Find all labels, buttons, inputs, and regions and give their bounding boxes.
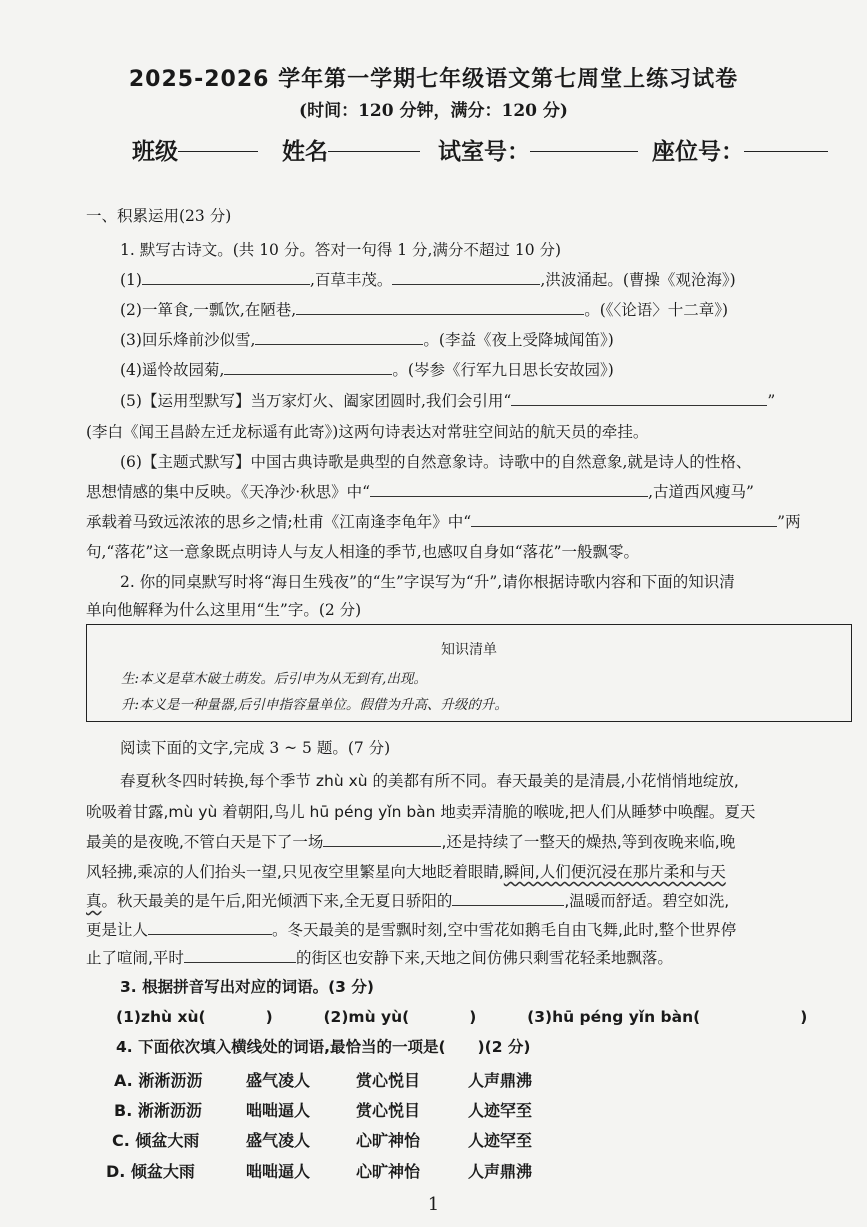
class-label: 班级 xyxy=(132,139,178,165)
page-number: 1 xyxy=(427,1194,440,1215)
passage-line5 xyxy=(86,889,729,911)
q1-item2 xyxy=(120,300,845,320)
q4-option-b-w3: 赏心悦目 xyxy=(356,1101,421,1120)
knowledge-box-line-sheng: 生:本义是草木破土萌发。后引申为从无到有,出现。 xyxy=(121,671,427,687)
q1-item1-text1: ,百草丰茂。 xyxy=(309,271,393,289)
passage-line3-text1: 最美的是夜晚,不管白天是下了一场 xyxy=(86,833,324,851)
passage-line6 xyxy=(86,918,736,940)
q3-item1-label: (1)zhù xù( xyxy=(116,1008,206,1026)
q1-item6-line4: 句,“落花”这一意象既点明诗人与友人相逢的季节,也感叹自身如“落花”一般飘零。 xyxy=(86,543,640,561)
q1-item4 xyxy=(120,360,845,380)
q4-option-a-w3: 赏心悦目 xyxy=(356,1071,421,1090)
knowledge-box xyxy=(86,624,852,722)
passage-line7 xyxy=(86,946,673,968)
q1-item5-text2: ” xyxy=(767,392,776,410)
class-field[interactable] xyxy=(132,133,178,166)
q1-item1-blank2[interactable] xyxy=(392,270,540,285)
q4-option-c-w2: 盛气凌人 xyxy=(246,1131,311,1150)
q4-option-c-w3: 心旷神怡 xyxy=(356,1131,421,1150)
q1-item1-blank1[interactable] xyxy=(142,270,310,285)
q3-stem: 3. 根据拼音写出对应的词语。(3 分) xyxy=(120,978,374,996)
q1-item6-line3 xyxy=(86,512,845,532)
q3-item2-label: (2)mù yù( xyxy=(323,1008,410,1026)
q4-stem-text: 4. 下面依次填入横线处的词语,最恰当的一项是( xyxy=(116,1038,446,1056)
q1-item6-text2: ,古道西风瘦马” xyxy=(648,483,754,501)
room-field[interactable] xyxy=(438,133,530,166)
q4-option-b-w2: 咄咄逼人 xyxy=(246,1101,311,1120)
q1-item4-text2: 。(岑参《行军九日思长安故园》) xyxy=(392,361,614,379)
q4-option-d-w4: 人声鼎沸 xyxy=(468,1162,533,1181)
seat-field[interactable] xyxy=(652,133,744,166)
passage-wavy-end: 真 xyxy=(86,892,102,910)
knowledge-box-line-sheng2: 升:本义是一种量器,后引申指容量单位。假借为升高、升级的升。 xyxy=(121,697,508,713)
q3-item2-close: ) xyxy=(469,1008,477,1026)
passage-line5-text2: ,温暖而舒适。碧空如洗, xyxy=(564,892,730,910)
q1-item6-text1: 思想情感的集中反映。《天净沙·秋思》中“ xyxy=(86,483,371,501)
passage-blank3[interactable] xyxy=(148,920,272,935)
passage-line3-text2: ,还是持续了一整天的燥热,等到夜晚来临,晚 xyxy=(441,833,736,851)
q1-item4-text1: (4)遥怜故园菊, xyxy=(120,361,225,379)
q1-item3-text2: 。(李益《夜上受降城闻笛》) xyxy=(423,331,614,349)
section1-heading: 一、积累运用(23 分) xyxy=(86,207,232,225)
q1-item6-line2 xyxy=(86,482,845,502)
q1-item2-text2: 。(《〈论语〉十二章》) xyxy=(584,301,729,319)
knowledge-box-title: 知识清单 xyxy=(441,642,497,658)
q1-item5-line2: (李白《闻王昌龄左迁龙标遥有此寄》)这两句诗表达对常驻空间站的航天员的牵挂。 xyxy=(86,423,649,441)
q4-stem-close: )(2 分) xyxy=(477,1038,531,1056)
passage-line6-text2: 。冬天最美的是雪飘时刻,空中雪花如鹅毛自由飞舞,此时,整个世界停 xyxy=(272,921,737,939)
exam-subtitle: (时间：120 分钟，满分：120 分) xyxy=(299,101,568,121)
q2-line2: 单向他解释为什么这里用“生”字。(2 分) xyxy=(86,601,362,619)
passage-blank2[interactable] xyxy=(452,891,564,906)
q4-stem xyxy=(116,1037,845,1057)
q4-option-d-w2: 咄咄逼人 xyxy=(246,1162,311,1181)
q2-line1: 2. 你的同桌默写时将“海日生残夜”的“生”字误写为“升”,请你根据诗歌内容和下面的知识清 xyxy=(120,573,735,591)
passage-wavy-sentence: 瞬间,人们便沉浸在那片柔和与天 xyxy=(503,863,726,881)
q4-option-d-w3: 心旷神怡 xyxy=(356,1162,421,1181)
q4-option-b-w4: 人迹罕至 xyxy=(468,1101,533,1120)
q1-item6-blank2[interactable] xyxy=(471,512,777,527)
q4-option-d-label: D. 倾盆大雨 xyxy=(106,1162,195,1181)
name-field[interactable] xyxy=(282,133,328,166)
exam-title: 2025-2026 学年第一学期七年级语文第七周堂上练习试卷 xyxy=(128,67,739,92)
passage-line4-text1: 风轻拂,乘凉的人们抬头一望,只见夜空里繁星向大地眨着眼睛, xyxy=(86,863,504,881)
q3-item3-close: ) xyxy=(800,1008,808,1026)
q1-item3-blank1[interactable] xyxy=(255,330,423,345)
q1-item1-num: (1) xyxy=(120,271,142,289)
q1-item6-text4: ”两 xyxy=(777,513,801,531)
q1-item6-blank1[interactable] xyxy=(370,482,648,497)
q4-option-a-w4: 人声鼎沸 xyxy=(468,1071,533,1090)
q4-option-c-label: C. 倾盆大雨 xyxy=(112,1131,200,1150)
q1-item2-blank1[interactable] xyxy=(296,300,584,315)
passage-line2: 吮吸着甘露,mù yù 着朝阳,鸟儿 hū péng yǐn bàn 地卖弄清脆的喉咙,把人们从睡梦中唤醒。夏天 xyxy=(86,803,756,821)
reading-intro: 阅读下面的文字,完成 3 ~ 5 题。(7 分) xyxy=(120,739,391,757)
q1-item5 xyxy=(120,391,845,411)
q1-item5-text1: (5)【运用型默写】当万家灯火、阖家团圆时,我们会引用“ xyxy=(120,392,512,410)
seat-label: 座位号： xyxy=(652,139,744,165)
passage-line3 xyxy=(86,830,735,852)
passage-line5-text1: 。秋天最美的是午后,阳光倾洒下来,全无夏日骄阳的 xyxy=(101,892,453,910)
q4-option-b-label: B. 淅淅沥沥 xyxy=(114,1101,202,1120)
q4-option-a-label: A. 淅淅沥沥 xyxy=(114,1071,203,1090)
name-label: 姓名 xyxy=(282,139,328,165)
passage-blank4[interactable] xyxy=(184,948,296,963)
q1-item6-text3: 承载着马致远浓浓的思乡之情;杜甫《江南逢李龟年》中“ xyxy=(86,513,472,531)
passage-line4 xyxy=(86,860,726,882)
passage-line7-text1: 止了喧闹,平时 xyxy=(86,949,184,967)
q3-item3-label: (3)hū péng yǐn bàn( xyxy=(527,1008,701,1026)
q1-item1 xyxy=(120,270,845,290)
room-label: 试室号： xyxy=(438,139,530,165)
q3-item1-close: ) xyxy=(265,1008,273,1026)
passage-line7-text2: 的街区也安静下来,天地之间仿佛只剩雪花轻柔地飘落。 xyxy=(295,949,673,967)
passage-blank1[interactable] xyxy=(323,832,441,847)
q4-option-c-w4: 人迹罕至 xyxy=(468,1131,533,1150)
q1-item3-text1: (3)回乐烽前沙似雪, xyxy=(120,331,256,349)
q1-item5-blank1[interactable] xyxy=(511,391,767,406)
passage-line6-text1: 更是让人 xyxy=(86,921,149,939)
q4-option-a-w2: 盛气凌人 xyxy=(246,1071,311,1090)
q1-intro: 1. 默写古诗文。(共 10 分。答对一句得 1 分,满分不超过 10 分) xyxy=(120,241,562,259)
q1-item2-text1: (2)一箪食,一瓢饮,在陋巷, xyxy=(120,301,297,319)
q1-item3 xyxy=(120,330,845,350)
q1-item6-line1: (6)【主题式默写】中国古典诗歌是典型的自然意象诗。诗歌中的自然意象,就是诗人的性格、 xyxy=(120,453,752,471)
passage-line1: 春夏秋冬四时转换,每个季节 zhù xù 的美都有所不同。春天最美的是清晨,小花悄悄地绽放, xyxy=(120,772,739,790)
q3-items xyxy=(116,1007,845,1027)
q1-item1-text2: ,洪波涌起。(曹操《观沧海》) xyxy=(540,271,736,289)
q1-item4-blank1[interactable] xyxy=(224,360,392,375)
